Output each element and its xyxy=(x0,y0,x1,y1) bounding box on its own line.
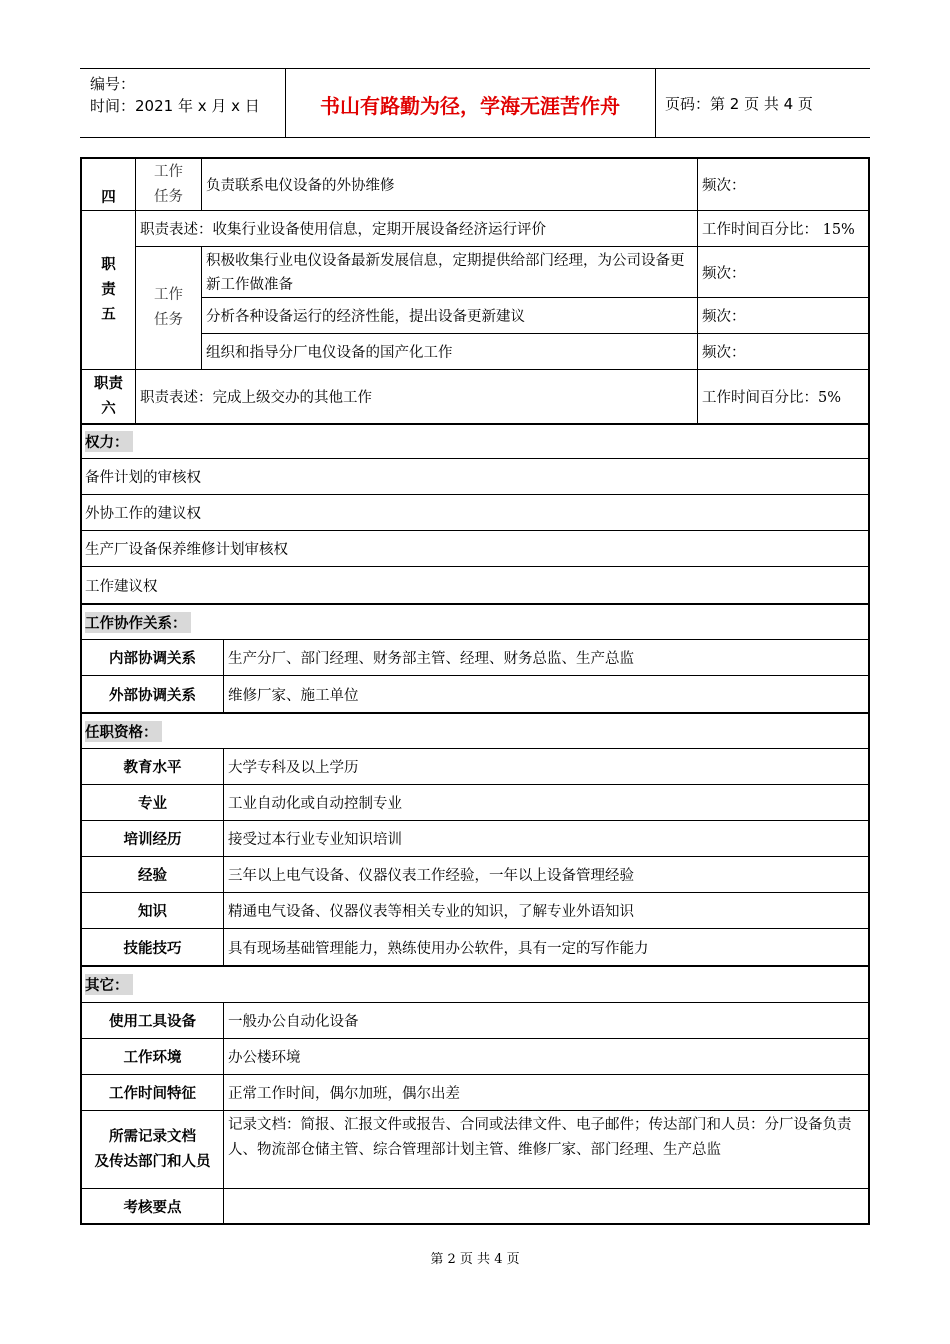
qualification-label-5: 知识 xyxy=(80,892,224,929)
other-label-assess: 考核要点 xyxy=(80,1188,224,1225)
qualification-value-3: 接受过本行业专业知识培训 xyxy=(223,820,870,857)
authority-item-4: 工作建议权 xyxy=(80,566,870,604)
qualification-value-1: 大学专科及以上学历 xyxy=(223,748,870,785)
document-date: 时间：2021 年 x 月 x 日 xyxy=(90,97,260,115)
other-label-docs: 所需记录文档 及传达部门和人员 xyxy=(80,1110,224,1189)
header-motto: 书山有路勤为径，学海无涯苦作舟 xyxy=(320,94,620,118)
duty4-label: 四 xyxy=(80,157,136,211)
authority-item-3: 生产厂设备保养维修计划审核权 xyxy=(80,530,870,567)
other-label-time: 工作时间特征 xyxy=(80,1074,224,1111)
cooperation-external-value: 维修厂家、施工单位 xyxy=(223,675,870,713)
header-meta xyxy=(90,73,260,117)
authority-title: 权力： xyxy=(80,423,870,459)
cooperation-external-label: 外部协调关系 xyxy=(80,675,224,713)
duty6-percent: 工作时间百分比：5% xyxy=(697,369,870,424)
document-number: 编号： xyxy=(90,75,136,93)
qualification-label-3: 培训经历 xyxy=(80,820,224,857)
qualification-value-4: 三年以上电气设备、仪器仪表工作经验，一年以上设备管理经验 xyxy=(223,856,870,893)
duty5-percent: 工作时间百分比： 15% xyxy=(697,210,870,247)
qualification-label-4: 经验 xyxy=(80,856,224,893)
duty5-task-label: 工作 任务 xyxy=(135,246,202,370)
duty5-task-3: 组织和指导分厂电仪设备的国产化工作 xyxy=(201,333,698,370)
cooperation-internal-value: 生产分厂、部门经理、财务部主管、经理、财务总监、生产总监 xyxy=(223,639,870,676)
other-value-docs: 记录文档：简报、汇报文件或报告、合同或法律文件、电子邮件；传达部门和人员：分厂设备负责人、物流部仓储主管、综合管理部计划主管、维修厂家、部门经理、生产总监 xyxy=(223,1110,870,1189)
authority-item-1: 备件计划的审核权 xyxy=(80,458,870,495)
duty5-desc: 职责表述：收集行业设备使用信息，定期开展设备经济运行评价 xyxy=(135,210,698,247)
duty5-task-1: 积极收集行业电仪设备最新发展信息，定期提供给部门经理，为公司设备更新工作做准备 xyxy=(201,246,698,298)
duty5-task-1-freq: 频次： xyxy=(697,246,870,298)
qualification-label-6: 技能技巧 xyxy=(80,928,224,966)
other-value-assess xyxy=(223,1188,870,1225)
other-label-environment: 工作环境 xyxy=(80,1038,224,1075)
qualification-value-5: 精通电气设备、仪器仪表等相关专业的知识，了解专业外语知识 xyxy=(223,892,870,929)
duty5-task-2-freq: 频次： xyxy=(697,297,870,334)
header-page-number: 页码：第 2 页 共 4 页 xyxy=(665,95,813,113)
other-label-tools: 使用工具设备 xyxy=(80,1002,224,1039)
authority-item-2: 外协工作的建议权 xyxy=(80,494,870,531)
other-value-time: 正常工作时间，偶尔加班，偶尔出差 xyxy=(223,1074,870,1111)
cooperation-title: 工作协作关系： xyxy=(80,603,870,640)
duty5-task-3-freq: 频次： xyxy=(697,333,870,370)
cooperation-internal-label: 内部协调关系 xyxy=(80,639,224,676)
page-footer: 第 2 页 共 4 页 xyxy=(430,1252,520,1267)
qualification-title: 任职资格： xyxy=(80,712,870,749)
qualification-value-2: 工业自动化或自动控制专业 xyxy=(223,784,870,821)
duty6-label: 职责 六 xyxy=(80,369,136,424)
duty4-task: 负责联系电仪设备的外协维修 xyxy=(201,157,698,211)
qualification-value-6: 具有现场基础管理能力，熟练使用办公软件，具有一定的写作能力 xyxy=(223,928,870,966)
qualification-label-2: 专业 xyxy=(80,784,224,821)
page-header xyxy=(80,68,870,138)
duty4-task-label: 工作 任务 xyxy=(135,157,202,211)
other-value-environment: 办公楼环境 xyxy=(223,1038,870,1075)
other-value-tools: 一般办公自动化设备 xyxy=(223,1002,870,1039)
duty5-task-2: 分析各种设备运行的经济性能，提出设备更新建议 xyxy=(201,297,698,334)
qualification-label-1: 教育水平 xyxy=(80,748,224,785)
other-title: 其它： xyxy=(80,965,870,1003)
duty4-freq: 频次： xyxy=(697,157,870,211)
duty5-label: 职 责 五 xyxy=(80,210,136,370)
duty6-desc: 职责表述：完成上级交办的其他工作 xyxy=(135,369,698,424)
